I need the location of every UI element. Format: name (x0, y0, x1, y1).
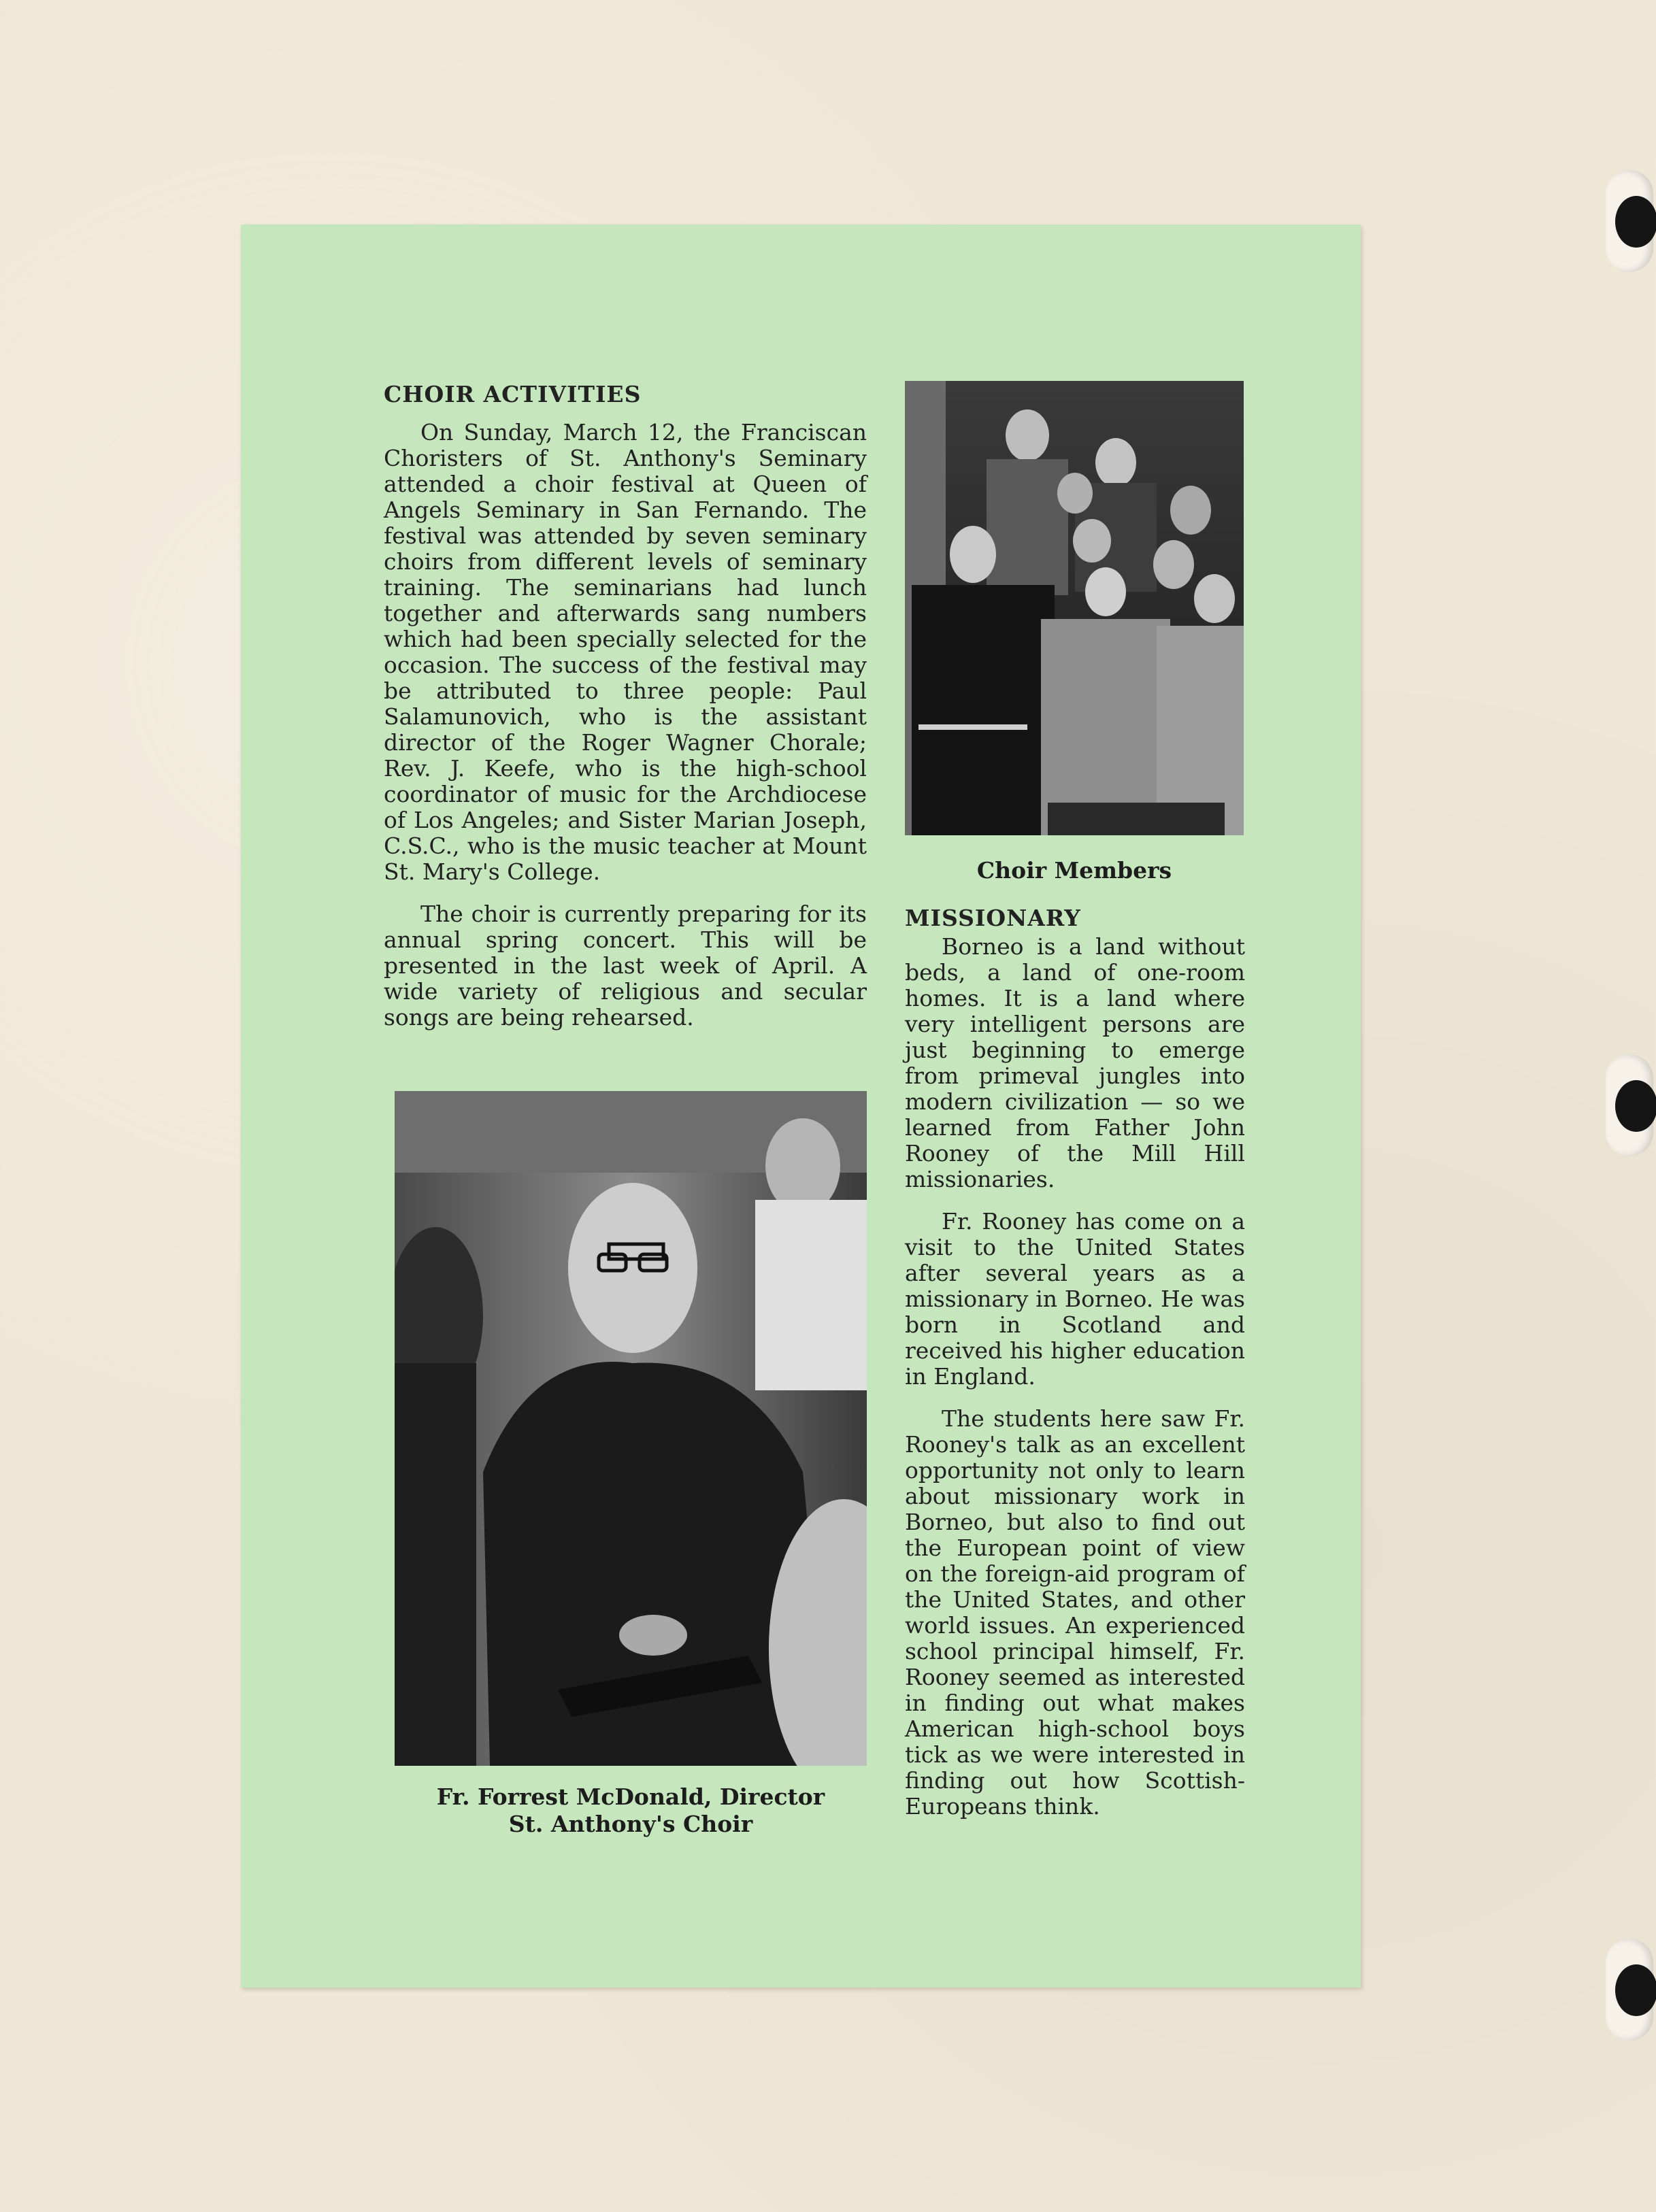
choir-paragraph-1: On Sunday, March 12, the Franciscan Choristers of St. Anthony's Seminary attended a choir festival at Queen of Angels Seminary in San Fernando. The festival was attended by seven seminary choirs from different levels of seminary training. The seminarians had lunch together and afterwards sang numbers which had been specially selected for the occasion. The success of the festival may be attributed to three people: Paul Salamunovich, who is the assistant director of the Roger Wagner Chorale; Rev. J. Keefe, who is the high-school coordinator of music for the Archdiocese of Los Angeles; and Sister Marian Joseph, C.S.C., who is the music teacher at Mount St. Mary's College. (384, 419, 867, 885)
missionary-heading: MISSIONARY (905, 905, 1081, 931)
missionary-paragraph-3: The students here saw Fr. Rooney's talk as an excellent opportunity not only to learn about missionary work in Borneo, but also to find out the European point of view on the foreign-aid program of the United States, and other world issues. An experienced school principal himself, Fr. Rooney seemed as interested in finding out what makes American high-school boys tick as we were interested in finding out how Scottish-Europeans think. (905, 1405, 1245, 1820)
missionary-article (905, 905, 1245, 1836)
choir-members-caption: Choir Members (976, 857, 1172, 884)
director-photo (395, 1091, 867, 1766)
missionary-paragraph-2: Fr. Rooney has come on a visit to the United States after several years as a missionary in Borneo. He was born in Scotland and received his higher education in England. (905, 1208, 1245, 1390)
binder-hole-top (1606, 170, 1653, 272)
choir-activities-heading: CHOIR ACTIVITIES (384, 381, 642, 407)
binder-hole-bottom (1606, 1939, 1653, 2041)
choir-paragraph-2: The choir is currently preparing for its annual spring concert. This will be presented in the last week of April. A wide variety of religious and secular songs are being rehearsed. (384, 901, 867, 1030)
director-caption-line-2: St. Anthony's Choir (508, 1811, 753, 1837)
choir-activities-article (384, 381, 867, 1047)
choir-members-photo (905, 381, 1244, 835)
missionary-paragraph-1: Borneo is a land without beds, a land of one-room homes. It is a land where very intelligent persons are just beginning to emerge from primeval jungles into modern civilization — so we learned from Father John Rooney of the Mill Hill missionaries. (905, 933, 1245, 1192)
director-caption-line-1: Fr. Forrest McDonald, Director (436, 1783, 825, 1810)
director-caption (395, 1783, 867, 1838)
newsletter-page (241, 224, 1361, 1988)
binder-hole-middle (1606, 1054, 1653, 1156)
